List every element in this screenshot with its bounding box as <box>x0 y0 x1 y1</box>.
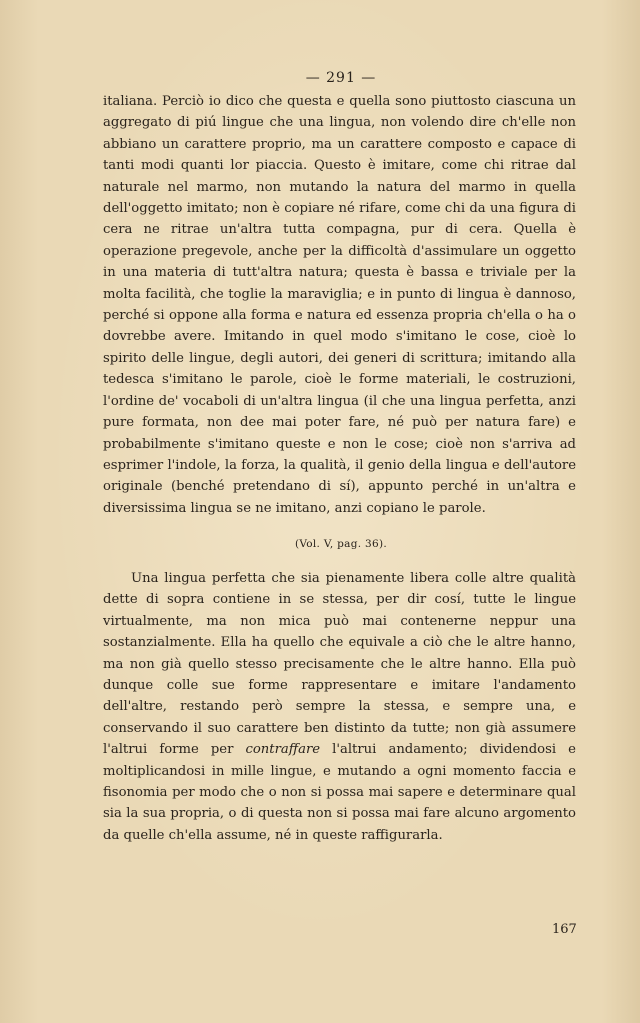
paragraph-2-text-end: l'altrui andamento; dividendosi e moltiplicandosi in mille lingue, e mutando a ogni momento faccia e fisonomia per modo che o non si possa mai sapere e determinare qual sia la sua propria, o di questa non si possa mai fare alcuno argomento da quelle ch'ella assume, né in queste raffigurarla. <box>103 742 576 843</box>
paragraph-2-text-start: Una lingua perfetta che sia pienamente libera colle altre qualità dette di sopra contiene in se stessa, per dir cosí, tutte le lingue virtualmente, ma non mica può mai contenerne neppur una sostanzialmente. Ella ha quello che equivale a ciò che le altre hanno, ma non già quello stesso precisamente che le altre hanno. Ella può dunque colle sue forme rappresentare e imitare l'andamento dell'altre, restando però sempre la stessa, e sempre una, e conservando il suo carattere ben distinto da tutte; non già assumere l'altrui forme per <box>103 571 576 758</box>
paragraph-2-emphasis: contraffare <box>245 742 321 758</box>
folio-number: 167 <box>552 922 577 937</box>
paragraph-1: italiana. Perciò io dico che questa e quella sono piuttosto ciascuna un aggregato di piú lingue che una lingua, non volendo dire ch'elle non abbiano un carattere proprio, ma un carattere composto e capace di tanti modi quanti lor piaccia. Questo è imitare, come chi ritrae dal naturale nel marmo, non mutando la natura del marmo in quella dell'oggetto imitato; non è copiare né rifare, come chi da una figura di cera ne ritrae un'altra tutta compagna, pur di cera. Quella è operazione pregevole, anche per la difficoltà d'assimulare un oggetto in una materia di tutt'altra natura; questa è bassa e triviale per la molta facilità, che toglie la maraviglia; e in punto di lingua è dannoso, perché si oppone alla forma e natura ed essenza propria ch'ella o ha o dovrebbe avere. Imitando in quel modo s'imitano le cose, cioè lo spirito delle lingue, degli autori, dei generi di scrittura; imitando alla tedesca s'imitano le parole, cioè le forme materiali, le costruzioni, l'ordine de' vocaboli di un'altra lingua (il che una lingua perfetta, anzi pure formata, non dee mai poter fare, né può per natura fare) e probabilmente s'imitano queste e non le cose; cioè non s'arriva ad esprimer l'indole, la forza, la qualità, il genio della lingua e dell'autore originale (benché pretendano di sí), appunto perché in un'altra e diversissima lingua se ne imitano, anzi copiano le parole. <box>103 94 576 516</box>
page-number: — 291 — <box>305 70 377 86</box>
citation: (Vol. V, pag. 36). <box>294 538 388 550</box>
paragraph-2 <box>103 568 576 846</box>
